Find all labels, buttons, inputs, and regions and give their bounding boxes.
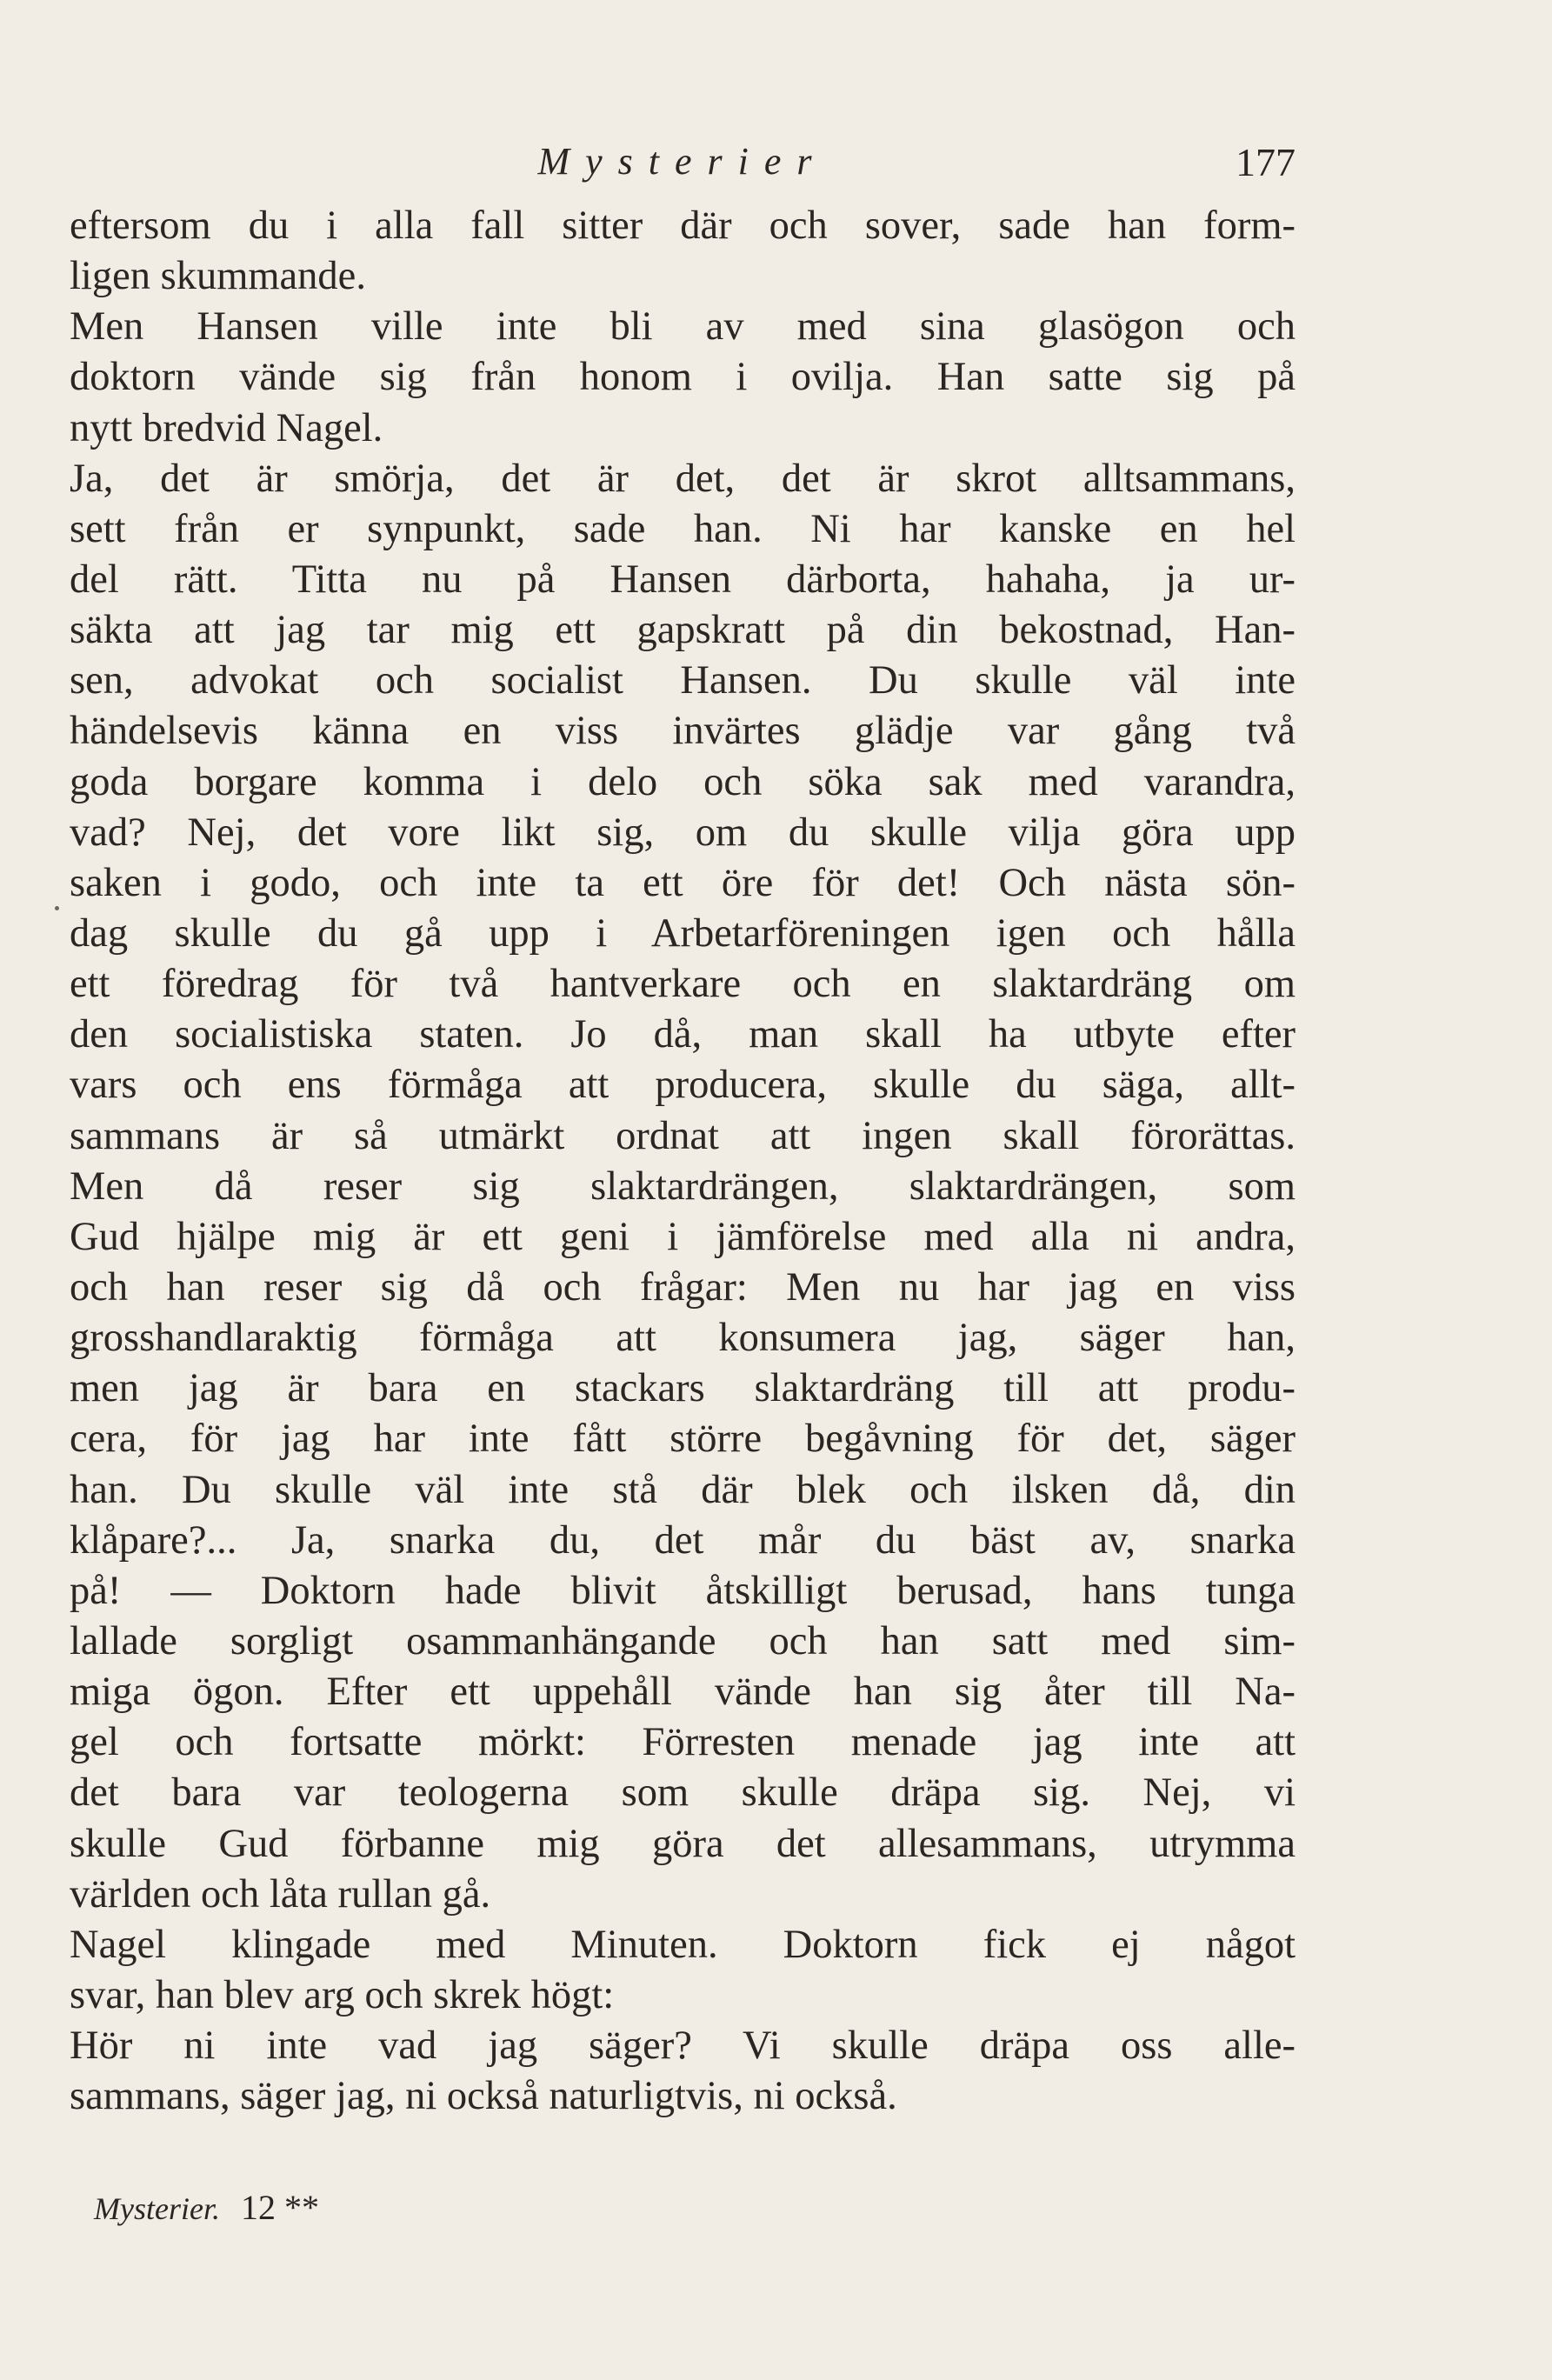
text-line: ett föredrag för två hantverkare och en slaktardräng om [70, 962, 1296, 1007]
text-line: det bara var teologerna som skulle dräpa sig. Nej, vi [70, 1770, 1296, 1816]
text-line: händelsevis känna en viss invärtes glädje var gång två [70, 709, 1296, 754]
text-line: Gud hjälpe mig är ett geni i jämförelse med alla ni andra, [70, 1214, 1296, 1259]
running-title: Mysterier [537, 140, 828, 183]
text-line: del rätt. Titta nu på Hansen därborta, hahaha, ja ur- [70, 557, 1296, 602]
page-number: 177 [1236, 140, 1296, 184]
text-line: Men Hansen ville inte bli av med sina glasögon och [70, 304, 1296, 350]
text-line: doktorn vände sig från honom i ovilja. Han satte sig på [70, 355, 1296, 400]
text-line: Hör ni inte vad jag säger? Vi skulle dräpa oss alle- [70, 2023, 1296, 2069]
text-line: goda borgare komma i delo och söka sak med varandra, [70, 759, 1296, 804]
text-line: gel och fortsatte mörkt: Förresten menade jag inte att [70, 1720, 1296, 1765]
text-line: vars och ens förmåga att producera, skulle du säga, allt- [70, 1063, 1296, 1108]
text-line: och han reser sig då och frågar: Men nu har jag en viss [70, 1264, 1296, 1310]
text-line: eftersom du i alla fall sitter där och sover, sade han form- [70, 203, 1296, 248]
text-line: vad? Nej, det vore likt sig, om du skulle vilja göra upp [70, 810, 1296, 855]
text-line: sett från er synpunkt, sade han. Ni har kanske en hel [70, 506, 1296, 551]
text-line: grosshandlaraktig förmåga att konsumera jag, säger han, [70, 1316, 1296, 1361]
text-line: sammans, säger jag, ni också naturligtvis, ni också. [70, 2074, 897, 2119]
text-line: nytt bredvid Nagel. [70, 405, 383, 450]
text-line: saken i godo, och inte ta ett öre för det! Och nästa sön- [70, 860, 1296, 905]
body-text [70, 201, 1296, 2122]
text-line: Men då reser sig slaktardrängen, slaktardrängen, som [70, 1163, 1296, 1209]
text-line: miga ögon. Efter ett uppehåll vände han sig åter till Na- [70, 1670, 1296, 1715]
text-line: ligen skummande. [70, 254, 366, 299]
text-line: på! — Doktorn hade blivit åtskilligt berusad, hans tunga [70, 1568, 1296, 1613]
text-line: Ja, det är smörja, det är det, det är skrot alltsammans, [70, 456, 1296, 501]
text-line: världen och låta rullan gå. [70, 1871, 491, 1917]
text-line: men jag är bara en stackars slaktardräng till att produ- [70, 1366, 1296, 1411]
signature-mark: 12 ** [240, 2188, 319, 2227]
text-line: den socialistiska staten. Jo då, man skall ha utbyte efter [70, 1012, 1296, 1057]
signature-title: Mysterier. [94, 2191, 220, 2226]
text-line: han. Du skulle väl inte stå där blek och ilsken då, din [70, 1467, 1296, 1512]
text-line: cera, för jag har inte fått större begåvning för det, säger [70, 1417, 1296, 1462]
stray-ink-dot [55, 906, 59, 910]
text-line: dag skulle du gå upp i Arbetarföreningen igen och hålla [70, 910, 1296, 956]
page-header [70, 139, 1296, 191]
text-line: klåpare?... Ja, snarka du, det mår du bäst av, snarka [70, 1517, 1296, 1563]
printer-signature [94, 2187, 319, 2228]
text-line: Nagel klingade med Minuten. Doktorn fick ej något [70, 1922, 1296, 1967]
text-line: skulle Gud förbanne mig göra det allesammans, utrymma [70, 1821, 1296, 1866]
text-line: lallade sorgligt osammanhängande och han satt med sim- [70, 1618, 1296, 1663]
text-line: säkta att jag tar mig ett gapskratt på din bekostnad, Han- [70, 608, 1296, 653]
text-line: svar, han blev arg och skrek högt: [70, 1972, 615, 2017]
text-line: sammans är så utmärkt ordnat att ingen skall förorättas. [70, 1113, 1296, 1158]
text-line: sen, advokat och socialist Hansen. Du skulle väl inte [70, 658, 1296, 703]
